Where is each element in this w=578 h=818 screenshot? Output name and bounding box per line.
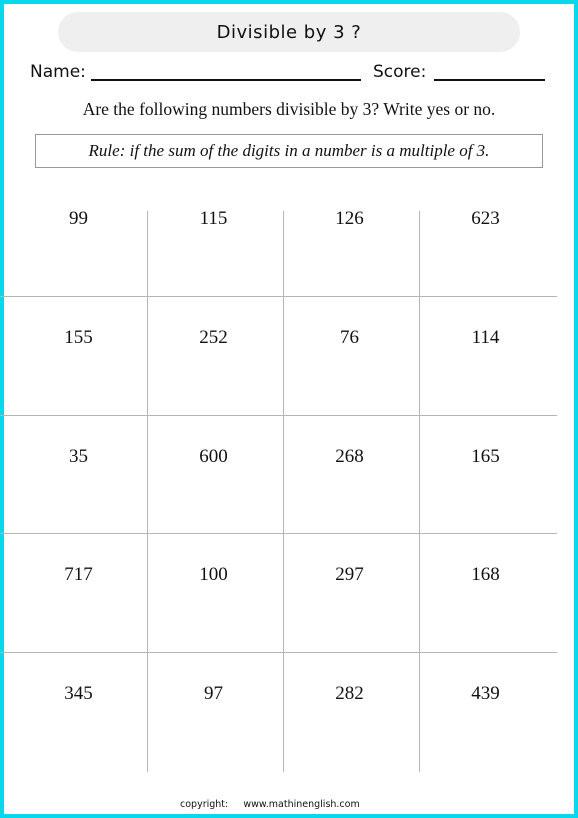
number-cell: 268 xyxy=(335,446,364,467)
number-cell: 252 xyxy=(199,327,228,348)
grid-row-divider xyxy=(0,533,557,534)
number-cell: 126 xyxy=(335,208,364,229)
number-cell: 76 xyxy=(340,327,359,348)
worksheet-title xyxy=(58,12,520,52)
number-cell: 600 xyxy=(199,446,228,467)
rule-text: Rule: if the sum of the digits in a number is a multiple of 3. xyxy=(88,141,490,160)
number-cell: 345 xyxy=(64,683,93,704)
worksheet-title-text: Divisible by 3 ? xyxy=(216,21,362,43)
footer xyxy=(180,799,360,810)
number-cell: 35 xyxy=(69,446,88,467)
name-answer-line[interactable] xyxy=(91,79,361,81)
grid-row-divider xyxy=(0,415,557,416)
grid-row-divider xyxy=(0,296,557,297)
number-cell: 623 xyxy=(471,208,500,229)
number-cell: 115 xyxy=(199,208,228,229)
score-label: Score: xyxy=(373,62,427,82)
number-cell: 155 xyxy=(64,327,93,348)
copyright-label: copyright: xyxy=(180,799,229,810)
name-label: Name: xyxy=(30,62,86,82)
score-answer-line[interactable] xyxy=(434,79,545,81)
number-cell: 168 xyxy=(471,564,500,585)
site-url: www.mathinenglish.com xyxy=(243,799,360,810)
number-cell: 282 xyxy=(335,683,364,704)
number-cell: 439 xyxy=(471,683,500,704)
number-cell: 165 xyxy=(471,446,500,467)
number-cell: 100 xyxy=(199,564,228,585)
rule-box xyxy=(35,134,543,168)
number-cell: 114 xyxy=(471,327,500,348)
number-cell: 717 xyxy=(64,564,93,585)
number-cell: 97 xyxy=(204,683,223,704)
number-cell: 297 xyxy=(335,564,364,585)
instruction-text: Are the following numbers divisible by 3? Write yes or no. xyxy=(82,99,496,119)
number-cell: 99 xyxy=(69,208,88,229)
grid-row-divider xyxy=(0,652,557,653)
